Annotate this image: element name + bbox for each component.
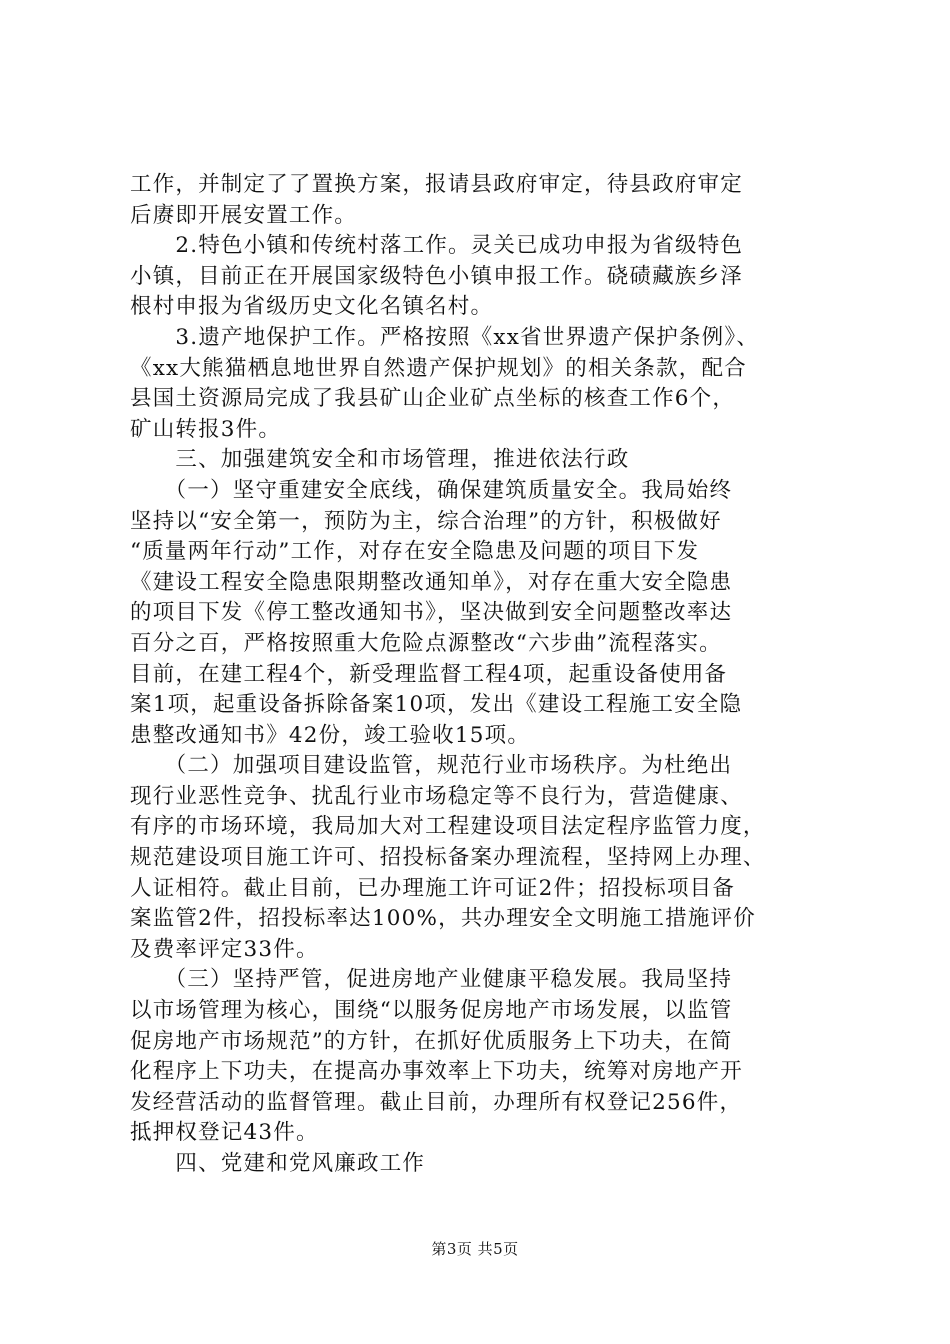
text-line: 四、党建和党风廉政工作 [130, 1151, 426, 1176]
text-line: 坚持以“安全第一，预防为主，综合治理”的方针，积极做好 [130, 508, 722, 534]
text-line: 患整改通知书》42份，竣工验收15项。 [130, 722, 531, 748]
text-line: 规范建设项目施工许可、招投标备案办理流程，坚持网上办理、 [130, 845, 766, 871]
text-line: 后赓即开展安置工作。 [130, 202, 358, 228]
text-line: 的项目下发《停工整改通知书》，坚决做到安全问题整改率达 [130, 600, 733, 626]
text-line: （三）坚持严管，促进房地产业健康平稳发展。我局坚持 [130, 967, 733, 993]
text-line: 《建设工程安全隐患限期整改通知单》，对存在重大安全隐患 [130, 569, 733, 595]
text-line: （一）坚守重建安全底线，确保建筑质量安全。我局始终 [130, 477, 733, 503]
text-line: 县国土资源局完成了我县矿山企业矿点坐标的核查工作6个， [130, 386, 736, 412]
text-line: 工作，并制定了了置换方案，报请县政府审定，待县政府审定 [130, 172, 743, 197]
text-line: 化程序上下功夫，在提高办事效率上下功夫，统筹对房地产开 [130, 1059, 743, 1085]
text-line: （二）加强项目建设监管，规范行业市场秩序。为杜绝出 [130, 753, 733, 779]
page-footer: 第3页 共5页 [431, 1240, 519, 1258]
text-line: 及费率评定33件。 [130, 936, 319, 962]
text-line: 案监管2件，招投标率达100%，共办理安全文明施工措施评价 [130, 906, 756, 932]
document-body [130, 170, 830, 1180]
text-line: 三、加强建筑安全和市场管理，推进依法行政 [130, 447, 630, 473]
text-line: 发经营活动的监督管理。截止目前，办理所有权登记256件， [130, 1089, 743, 1115]
text-line: 目前，在建工程4个，新受理监督工程4项，起重设备使用备 [130, 661, 728, 687]
text-line: 根村申报为省级历史文化名镇名村。 [130, 294, 494, 320]
text-line: 以市场管理为核心，围绕“以服务促房地产市场发展，以监管 [130, 998, 733, 1024]
text-line: 矿山转报3件。 [130, 416, 282, 442]
text-line: 有序的市场环境，我局加大对工程建设项目法定程序监管力度， [130, 814, 766, 840]
text-line: 案1项，起重设备拆除备案10项，发出《建设工程施工安全隐 [130, 692, 743, 718]
text-line: 2.特色小镇和传统村落工作。灵关已成功申报为省级特色 [130, 233, 744, 259]
text-line: 小镇，目前正在开展国家级特色小镇申报工作。硗碛藏族乡泽 [130, 263, 743, 289]
text-line: 人证相符。截止目前，已办理施工许可证2件；招投标项目备 [130, 875, 736, 901]
text-line: 《xx大熊猫栖息地世界自然遗产保护规划》的相关条款，配合 [130, 355, 747, 381]
text-line: 促房地产市场规范”的方针，在抓好优质服务上下功夫，在简 [130, 1028, 733, 1054]
text-line: 现行业恶性竞争、扰乱行业市场稳定等不良行为，营造健康、 [130, 783, 743, 809]
text-line: 抵押权登记43件。 [130, 1120, 319, 1146]
text-line: 3.遗产地保护工作。严格按照《xx省世界遗产保护条例》、 [130, 324, 760, 350]
text-line: “质量两年行动”工作，对存在安全隐患及问题的项目下发 [130, 539, 700, 565]
text-line: 百分之百，严格按照重大危险点源整改“六步曲”流程落实。 [130, 630, 722, 656]
